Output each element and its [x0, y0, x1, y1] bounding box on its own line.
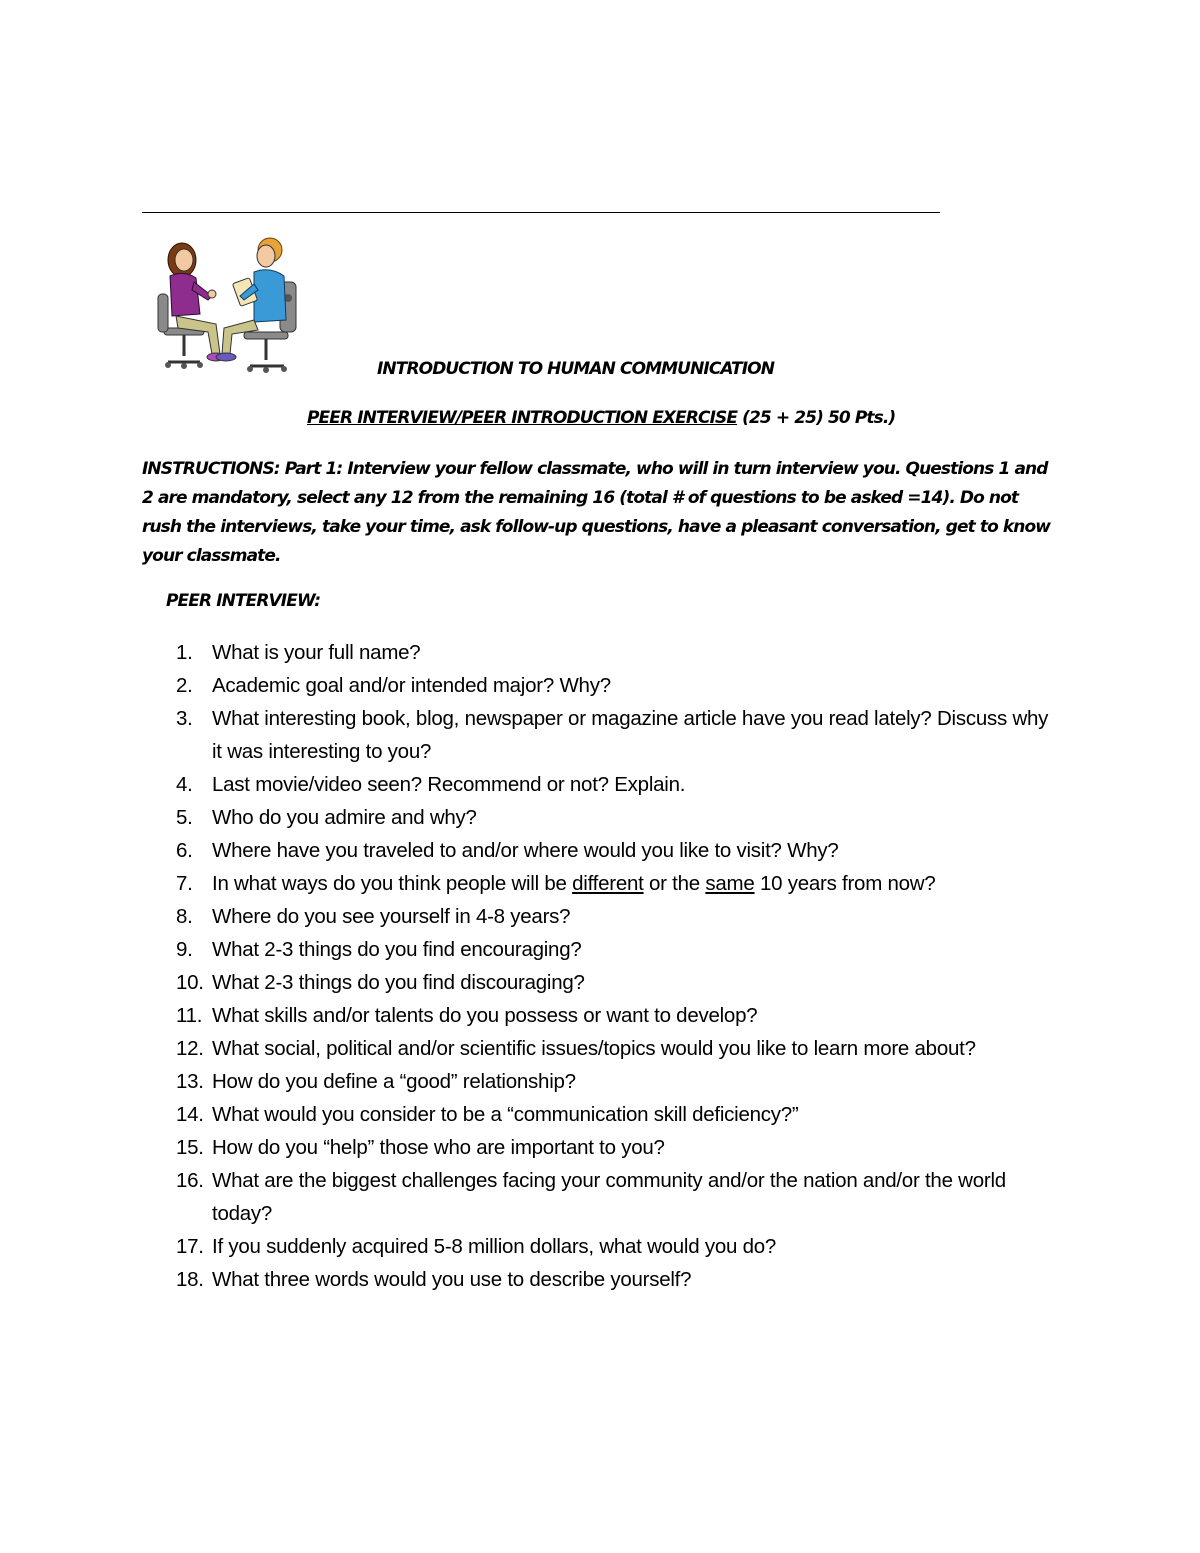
section-heading: PEER INTERVIEW:: [166, 591, 321, 611]
instructions-paragraph: INSTRUCTIONS: Part 1: Interview your fellow classmate, who will in turn interview you. Questions 1 and 2 are mandatory, select any 12 from the remaining 16 (total # of questions to be asked =14). Do not rush the interviews, take your time, ask follow-up questions, have a pleasant conversation, get to know your classmate.: [142, 459, 1051, 566]
question-text: How do you “help” those who are important to you?: [212, 1136, 665, 1159]
question-number: 2.: [176, 674, 193, 697]
list-item: [176, 900, 1056, 933]
question-number: 1.: [176, 641, 193, 664]
question-list: [176, 636, 1056, 1296]
course-title: INTRODUCTION TO HUMAN COMMUNICATION: [377, 359, 775, 379]
list-item: [176, 669, 1056, 702]
question-text: How do you define a “good” relationship?: [212, 1070, 576, 1093]
list-item: [176, 867, 1056, 900]
question-text: What skills and/or talents do you possess or want to develop?: [212, 1004, 758, 1027]
question-number: 9.: [176, 938, 193, 961]
exercise-points: (25 + 25) 50 Pts.): [742, 408, 896, 428]
question-number: 8.: [176, 905, 193, 928]
question-text: What are the biggest challenges facing your community and/or the nation and/or the world today?: [212, 1169, 1006, 1225]
question-text: What interesting book, blog, newspaper or magazine article have you read lately? Discuss why it was interesting to you?: [212, 707, 1049, 763]
question-number: 5.: [176, 806, 193, 829]
list-item: [176, 1164, 1056, 1230]
list-item: [176, 801, 1056, 834]
question-text: What would you consider to be a “communication skill deficiency?”: [212, 1103, 799, 1126]
question-text: Where have you traveled to and/or where would you like to visit? Why?: [212, 839, 839, 862]
list-item: [176, 636, 1056, 669]
list-item: [176, 768, 1056, 801]
underlined-word: different: [572, 872, 644, 895]
question-text: Academic goal and/or intended major? Why?: [212, 674, 611, 697]
question-text: What social, political and/or scientific issues/topics would you like to learn more about?: [212, 1037, 976, 1060]
exercise-title: [307, 408, 895, 428]
horizontal-rule: [142, 212, 940, 213]
question-number: 17.: [176, 1235, 204, 1258]
question-text-part: 10 years from now?: [754, 872, 936, 895]
question-number: 3.: [176, 707, 193, 730]
list-item: [176, 1263, 1056, 1296]
question-text: [212, 872, 936, 895]
list-item: [176, 1131, 1056, 1164]
question-number: 11.: [176, 1004, 203, 1027]
question-number: 7.: [176, 872, 193, 895]
question-number: 4.: [176, 773, 193, 796]
question-text: Where do you see yourself in 4-8 years?: [212, 905, 571, 928]
exercise-title-text: PEER INTERVIEW/PEER INTRODUCTION EXERCISE: [307, 408, 738, 428]
question-text: Last movie/video seen? Recommend or not? Explain.: [212, 773, 686, 796]
list-item: [176, 1098, 1056, 1131]
question-number: 10.: [176, 971, 204, 994]
question-number: 13.: [176, 1070, 204, 1093]
question-text: If you suddenly acquired 5-8 million dollars, what would you do?: [212, 1235, 777, 1258]
list-item: [176, 933, 1056, 966]
question-number: 16.: [176, 1169, 204, 1192]
underlined-word: same: [705, 872, 755, 895]
question-number: 15.: [176, 1136, 204, 1159]
question-text-part: In what ways do you think people will be: [212, 872, 573, 895]
question-number: 6.: [176, 839, 193, 862]
question-number: 14.: [176, 1103, 204, 1126]
list-item: [176, 834, 1056, 867]
question-text-part: or the: [643, 872, 706, 895]
question-number: 12.: [176, 1037, 204, 1060]
question-text: Who do you admire and why?: [212, 806, 477, 829]
list-item: [176, 1065, 1056, 1098]
question-number: 18.: [176, 1268, 204, 1291]
list-item: [176, 999, 1056, 1032]
question-text: What 2-3 things do you find encouraging?: [212, 938, 582, 961]
question-text: What 2-3 things do you find discouraging?: [212, 971, 585, 994]
question-text: What three words would you use to describe yourself?: [212, 1268, 692, 1291]
list-item: [176, 702, 1056, 768]
list-item: [176, 1230, 1056, 1263]
list-item: [176, 1032, 1056, 1065]
peer-interview-clipart-icon: [150, 236, 305, 381]
question-text: What is your full name?: [212, 641, 421, 664]
list-item: [176, 966, 1056, 999]
